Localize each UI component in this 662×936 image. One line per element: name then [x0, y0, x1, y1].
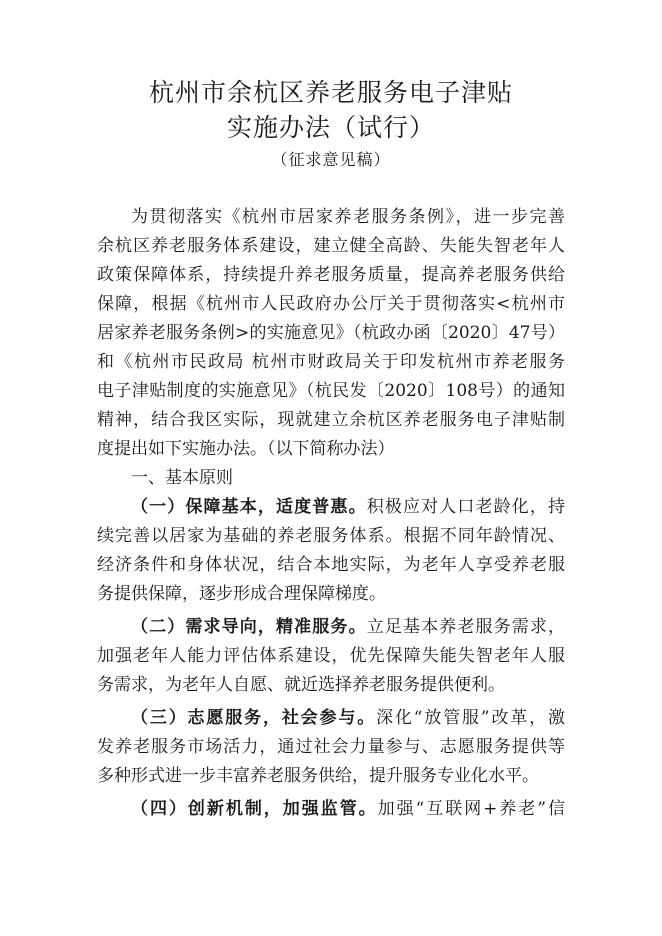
principle-line: 加强老年人能力评估体系建设，优先保障失能失智老年人服 — [97, 646, 565, 666]
principle-first-line — [97, 493, 565, 522]
principle-first-line — [97, 704, 565, 733]
principle-title: （四）创新机制，加强监管。 — [131, 799, 378, 819]
document-title-line2: 实施办法（试行） — [226, 114, 435, 142]
preamble-line: 保障，根据《杭州市人民政府办公厅关于贯彻落实<杭州市 — [97, 294, 565, 314]
principle-paragraph-4 — [97, 795, 565, 824]
principle-paragraph-3 — [97, 704, 565, 791]
preamble-line: 余杭区养老服务体系建设，建立健全高龄、失能失智老年人 — [97, 236, 565, 256]
preamble-line: 精神，结合我区实际，现就建立余杭区养老服务电子津贴制 — [97, 410, 565, 430]
principle-paragraph-1 — [97, 493, 565, 609]
principle-line: 务需求，为老年人自愿、就近选择养老服务提供便利。 — [97, 675, 505, 695]
preamble-line: 居家养老服务条例>的实施意见》（杭政办函〔2020〕47号） — [97, 323, 565, 343]
principle-line: 务提供保障，逐步形成合理保障梯度。 — [97, 584, 386, 604]
principle-text: 加强“互联网+养老”信 — [377, 799, 565, 819]
principle-text: 立足基本养老服务需求， — [366, 617, 566, 637]
document-body — [97, 203, 565, 824]
preamble-line: 度提出如下实施办法。（以下简称办法） — [97, 439, 395, 459]
principle-line: 经济条件和身体状况，结合本地实际，为老年人享受养老服 — [97, 555, 565, 575]
preamble-line: 电子津贴制度的实施意见》（杭民发〔2020〕108号）的通知 — [97, 381, 565, 401]
principle-first-line — [97, 795, 565, 824]
principle-title: （三）志愿服务，社会参与。 — [131, 708, 377, 728]
principle-text: 深化“放管服”改革，激 — [376, 708, 566, 728]
principle-title: （一）保障基本，适度普惠。 — [131, 497, 367, 517]
principle-title: （二）需求导向，精准服务。 — [131, 617, 367, 637]
document-title-line1: 杭州市余杭区养老服务电子津贴 — [148, 79, 513, 107]
preamble-line: 政策保障体系，持续提升养老服务质量，提高养老服务供给 — [97, 265, 565, 285]
preamble-line: 和《杭州市民政局 杭州市财政局关于印发杭州市养老服务 — [97, 352, 565, 372]
document-subtitle: （征求意见稿） — [271, 150, 391, 169]
principle-line: 多种形式进一步丰富养老服务供给，提升服务专业化水平。 — [97, 766, 539, 786]
preamble-paragraph — [97, 203, 565, 464]
principle-paragraph-2 — [97, 613, 565, 700]
principle-line: 续完善以居家为基础的养老服务体系。根据不同年龄情况、 — [97, 526, 565, 546]
principle-line: 发养老服务市场活力，通过社会力量参与、志愿服务提供等 — [97, 737, 565, 757]
principle-text: 积极应对人口老龄化，持 — [366, 497, 566, 517]
principle-first-line — [97, 613, 565, 642]
preamble-line: 为贯彻落实《杭州市居家养老服务条例》，进一步完善 — [131, 207, 565, 227]
section-heading-basic-principles: 一、基本原则 — [131, 468, 233, 488]
